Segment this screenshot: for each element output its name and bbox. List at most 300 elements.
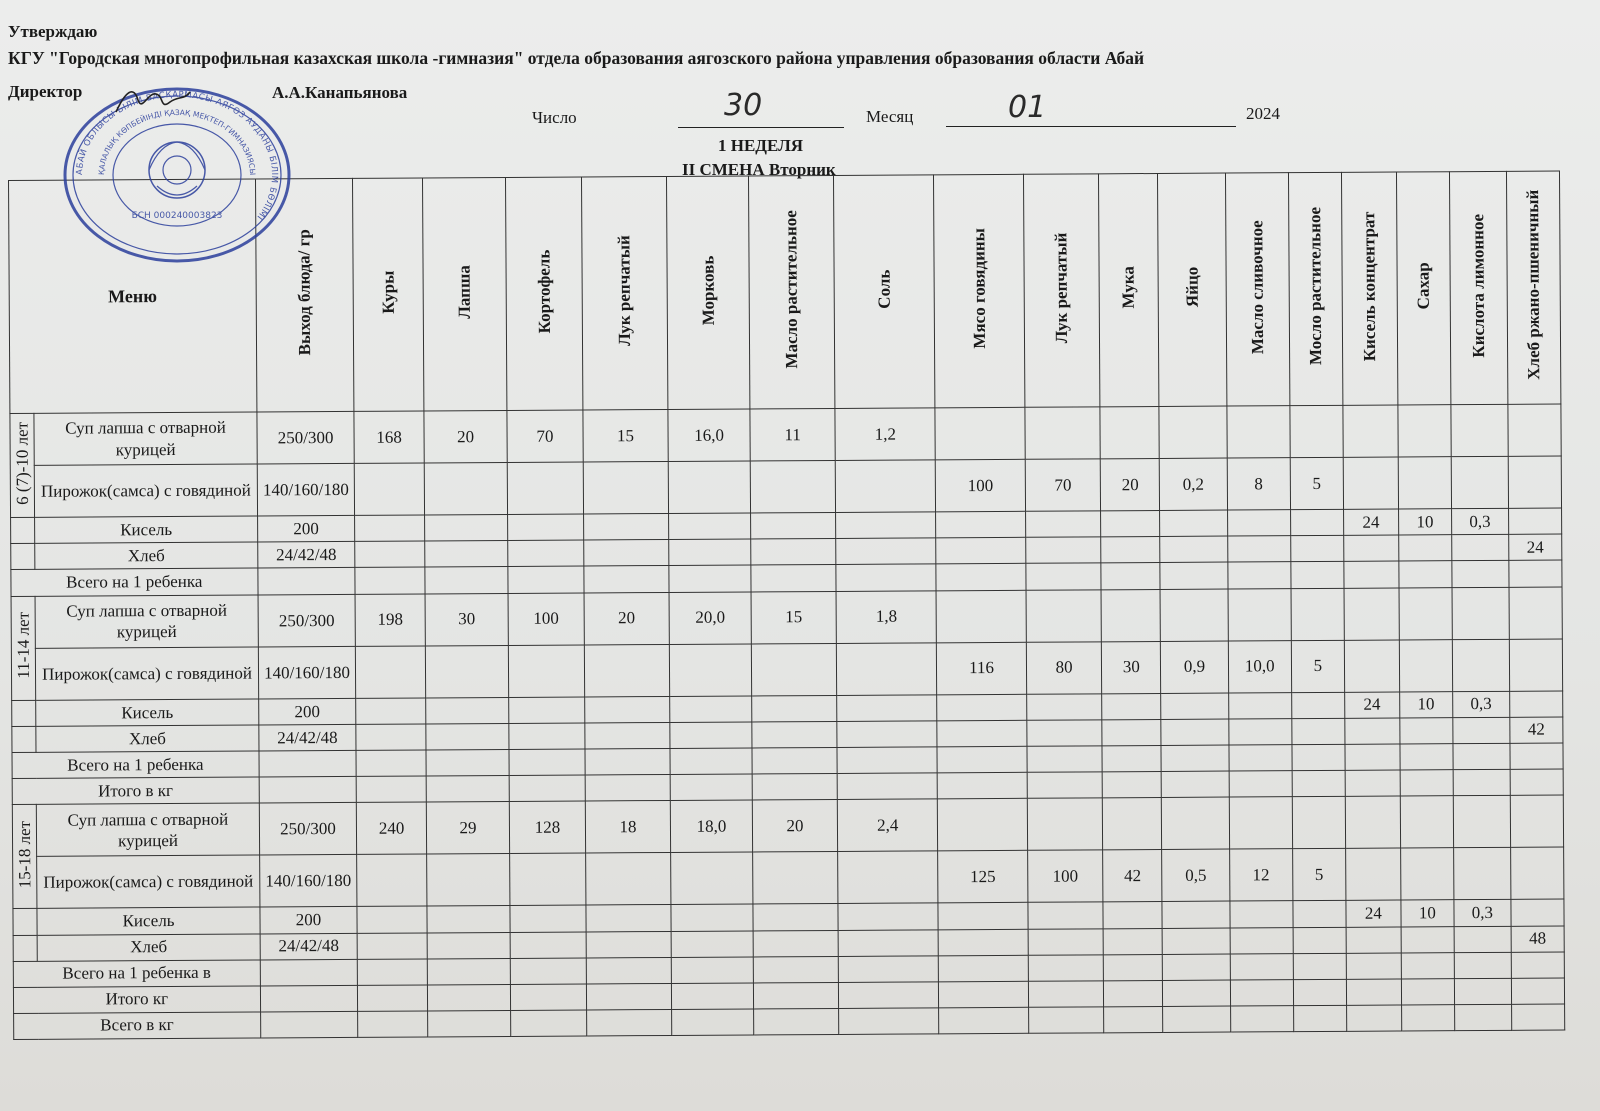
table-cell [751,565,837,592]
quantity-cell: 5 [1290,458,1343,510]
column-vegetable-oil-2: Мосло растительное [1288,172,1342,405]
quantity-cell: 42 [1510,717,1563,743]
table-cell [838,773,938,800]
table-cell [1026,563,1102,590]
table-cell [1229,771,1292,797]
quantity-cell: 0,5 [1162,849,1230,902]
menu-table [8,171,1565,1040]
quantity-cell: 10 [1398,509,1451,535]
quantity-cell [1228,588,1291,641]
quantity-cell [1290,510,1343,536]
totals-label: Всего в кг [14,1012,261,1040]
quantity-cell [1401,926,1454,952]
table-cell [670,774,752,801]
quantity-cell: 100 [508,593,584,646]
table-cell [1293,1005,1346,1032]
quantity-cell: 20 [584,592,670,645]
quantity-cell [509,723,585,750]
table-cell [839,1008,939,1035]
table-cell [939,981,1029,1008]
table-row [10,456,1561,518]
quantity-cell: 2,4 [838,799,938,852]
quantity-cell [1293,901,1346,927]
quantity-cell: 30 [1102,641,1161,694]
director-name: А.А.Канапьянова [272,83,408,102]
quantity-cell [1343,535,1398,561]
table-cell [1027,746,1103,773]
quantity-cell [752,852,838,905]
svg-text:ҚАЛАЛЫҚ КӨПБЕЙІНДІ ҚАЗАҚ МЕКТЕ: ҚАЛАЛЫҚ КӨПБЕЙІНДІ ҚАЗАҚ МЕКТЕП-ГИМНАЗИЯСЫ [96,107,258,176]
dish-name: Пирожок(самса) с говядиной [37,855,259,909]
quantity-cell [1510,847,1563,899]
quantity-cell [1399,639,1452,691]
quantity-cell [507,462,583,515]
quantity-cell: 116 [937,642,1027,695]
dish-name: Суп лапша с отварной курицей [37,803,259,857]
quantity-cell [1028,928,1104,955]
dish-output: 24/42/48 [260,933,358,960]
table-cell [752,774,838,801]
year-value: 2024 [1246,104,1280,123]
quantity-cell [586,931,672,958]
dish-output: 140/160/180 [259,855,357,908]
table-cell [355,567,424,594]
quantity-cell [670,722,752,749]
dish-name: Кисель [36,699,258,726]
quantity-cell: 125 [938,851,1028,904]
table-cell [260,959,358,986]
table-cell [939,1007,1029,1034]
quantity-cell [1103,928,1162,954]
quantity-cell [585,853,671,906]
column-butter: Масло сливочное [1225,173,1290,406]
quantity-cell [1399,587,1452,639]
table-cell [1453,769,1510,795]
table-cell [357,776,426,803]
quantity-cell [1027,720,1103,747]
totals-label: Всего на 1 ребенка [12,751,259,779]
dish-output: 200 [257,516,355,543]
table-cell [358,1011,427,1038]
quantity-cell [356,724,425,751]
quantity-cell [355,463,425,516]
column-onion: Лук репчатый [581,176,668,410]
quantity-cell [671,852,753,905]
table-cell [1163,1006,1230,1033]
table-cell [1230,1005,1293,1032]
quantity-cell [1028,902,1104,929]
table-cell [669,565,751,592]
quantity-cell [936,512,1026,539]
table-cell [509,749,585,776]
quantity-cell [510,853,586,906]
totals-label: Итого кг [13,986,260,1014]
table-cell [427,1010,511,1037]
table-cell [1399,561,1452,587]
table-cell [257,568,355,595]
quantity-cell [1025,511,1101,538]
signature [112,82,192,122]
table-cell [839,982,939,1009]
quantity-cell [356,646,426,699]
quantity-cell: 30 [425,593,509,646]
quantity-cell [1101,511,1160,537]
quantity-cell [1227,536,1290,562]
table-cell [1161,745,1228,771]
month-value: 01 [1008,90,1047,125]
quantity-cell [583,540,669,567]
table-cell [753,982,839,1009]
quantity-cell [508,540,584,567]
table-cell [11,518,36,544]
table-cell [1509,560,1562,586]
quantity-cell [427,932,511,959]
table-cell [1400,770,1453,796]
quantity-cell [355,515,424,542]
quantity-cell: 15 [583,409,669,462]
quantity-cell [1160,536,1227,562]
table-cell [425,567,509,594]
quantity-cell [669,539,751,566]
quantity-cell: 0,3 [1454,900,1511,926]
week-title: 1 НЕДЕЛЯ [718,136,804,155]
table-cell [1104,954,1163,980]
quantity-cell [1345,718,1400,744]
column-potato: Кортофель [506,177,583,410]
quantity-cell: 100 [935,459,1025,512]
approve-label: Утверждаю [8,22,98,41]
quantity-cell [1508,508,1561,534]
quantity-cell [1230,927,1293,953]
column-vegetable-oil: Масло растительное [748,175,835,409]
table-cell [1292,770,1345,796]
table-cell [1511,1004,1564,1031]
table-cell [1104,1006,1163,1033]
table-cell [1401,978,1454,1004]
totals-label: Всего на 1 ребенка в [13,960,260,988]
quantity-cell [1027,798,1103,851]
table-cell [1454,978,1511,1004]
quantity-cell [1510,691,1563,717]
dish-output: 24/42/48 [258,724,356,751]
quantity-cell [1508,404,1561,456]
quantity-cell [1162,928,1229,954]
quantity-cell [1026,589,1102,642]
column-menu: Меню [9,179,257,414]
table-cell [358,985,427,1012]
quantity-cell [509,697,585,724]
quantity-cell [1509,587,1562,639]
quantity-cell [425,697,509,724]
table-cell [260,1011,358,1038]
quantity-cell: 24 [1343,509,1398,535]
quantity-cell [1229,797,1292,850]
table-cell [753,956,839,983]
svg-text:АБАЙ ОБЛЫСЫ БІЛІМ БАСҚАРМАСЫ А: АБАЙ ОБЛЫСЫ БІЛІМ БАСҚАРМАСЫ АЯГӨЗ АУДАНЫ БІЛІМ БӨЛІМІ [74,89,280,222]
quantity-cell [1291,692,1344,718]
dish-output: 250/300 [257,411,355,464]
quantity-cell [1292,797,1345,849]
table-cell [1510,769,1563,795]
table-cell [1160,563,1227,589]
quantity-cell [1343,405,1398,457]
quantity-cell [1398,457,1451,509]
quantity-cell [1103,798,1162,851]
dish-output: 250/300 [258,594,356,647]
quantity-cell [1228,719,1291,745]
table-row [12,795,1563,857]
dish-name: Пирожок(самса) с говядиной [36,647,258,701]
table-cell [511,1010,587,1037]
dish-output: 140/160/180 [257,464,355,517]
table-cell [1163,954,1230,980]
table-cell [937,746,1027,773]
table-cell [1230,953,1293,979]
quantity-cell: 168 [354,411,424,464]
table-cell [672,1009,754,1036]
table-cell [1344,561,1399,587]
day-label: Число [532,108,577,127]
table-cell [672,957,754,984]
table-cell [1162,771,1229,797]
dish-name: Кисель [37,907,259,934]
quantity-cell [838,851,938,904]
quantity-cell [668,461,750,514]
shift-title: II СМЕНА Вторник [682,160,836,179]
quantity-cell: 0,9 [1161,641,1229,694]
table-cell [426,749,510,776]
table-cell [1228,562,1291,588]
table-cell [1511,978,1564,1004]
column-salt: Соль [834,175,935,409]
dish-name: Суп лапша с отварной курицей [34,412,256,466]
quantity-cell: 70 [1025,459,1101,512]
quantity-cell [671,931,753,958]
quantity-cell: 20 [752,800,838,853]
quantity-cell [752,721,838,748]
table-cell [837,747,937,774]
quantity-cell [1343,457,1398,509]
quantity-cell: 18 [585,801,671,854]
quantity-cell [750,539,836,566]
quantity-cell: 24 [1344,692,1399,718]
month-underline [946,126,1236,127]
quantity-cell [1227,510,1290,536]
quantity-cell: 20 [1101,459,1160,512]
dish-name: Кисель [35,516,257,543]
quantity-cell [935,407,1025,460]
quantity-cell [426,854,510,907]
quantity-cell [1344,588,1399,640]
table-cell [11,544,36,570]
quantity-cell: 0,3 [1452,691,1509,717]
table-cell [511,958,587,985]
column-carrot: Морковь [667,176,750,409]
table-row [13,847,1564,909]
quantity-cell [1026,537,1102,564]
quantity-cell [1100,406,1159,459]
table-cell [936,564,1026,591]
table-cell [1453,743,1510,769]
quantity-cell [355,541,424,568]
organization-name: КГУ "Городская многопрофильная казахская школа -гимназия" отдела образования аягозского района управления образования области Абай [8,48,1145,68]
quantity-cell [584,722,670,749]
quantity-cell: 20,0 [669,592,751,645]
table-cell [1400,744,1453,770]
quantity-cell [1400,796,1453,848]
quantity-cell [1102,719,1161,745]
age-group-label: 6 (7)-10 лет [10,413,35,517]
quantity-cell [1101,589,1160,642]
table-cell [1346,979,1401,1005]
table-cell [672,983,754,1010]
totals-label: Итого в кг [12,777,259,805]
quantity-cell: 42 [1103,850,1162,903]
table-cell [1452,561,1509,587]
table-cell [753,1008,839,1035]
quantity-cell [750,461,836,514]
quantity-cell [424,541,508,568]
quantity-cell [750,513,836,540]
quantity-cell [1344,640,1399,692]
age-group-label: 15-18 лет [12,805,37,909]
table-cell [1102,772,1161,798]
quantity-cell [1452,587,1509,640]
column-rye-bread: Хлеб ржано-пшеничный [1506,171,1561,404]
quantity-cell [1453,717,1510,743]
quantity-cell [1293,927,1346,953]
table-cell [1028,1007,1104,1034]
table-cell [836,564,936,591]
quantity-cell [583,462,669,515]
column-sugar: Сахар [1396,172,1450,405]
quantity-cell [1345,796,1400,848]
table-cell [1104,980,1163,1006]
table-cell [585,775,671,802]
table-cell [358,959,427,986]
table-cell [1101,563,1160,589]
quantity-cell [586,905,672,932]
quantity-cell [938,903,1028,930]
quantity-cell: 29 [426,802,510,855]
quantity-cell [1290,405,1343,457]
quantity-cell: 48 [1511,926,1564,952]
quantity-cell [1509,639,1562,691]
quantity-cell [751,643,837,696]
table-cell [1027,772,1103,799]
table-cell [1454,952,1511,978]
quantity-cell [670,644,752,697]
quantity-cell [836,460,936,513]
dish-output: 200 [258,698,356,725]
quantity-cell [1162,797,1230,850]
table-cell [1028,954,1104,981]
column-beef: Мясо говядины [934,174,1025,408]
quantity-cell [751,695,837,722]
quantity-cell: 5 [1291,640,1344,692]
dish-name: Хлеб [35,542,257,569]
table-cell [259,776,357,803]
table-cell [752,747,838,774]
quantity-cell [1398,405,1451,457]
quantity-cell: 198 [355,594,425,647]
quantity-cell [669,513,751,540]
quantity-cell: 18,0 [671,800,753,853]
quantity-cell [358,933,427,960]
quantity-cell: 0,3 [1451,509,1508,535]
table-cell [1293,953,1346,979]
quantity-cell [937,720,1027,747]
quantity-cell [1161,693,1228,719]
quantity-cell [838,903,938,930]
quantity-cell [1453,848,1510,901]
quantity-cell: 5 [1292,849,1345,901]
quantity-cell [837,721,937,748]
table-cell [356,750,425,777]
quantity-cell [357,854,427,907]
table-cell [427,984,511,1011]
quantity-cell [1451,456,1508,509]
dish-name: Хлеб [36,725,258,752]
table-cell [1401,1004,1454,1031]
quantity-cell: 10,0 [1228,640,1291,693]
table-cell [511,984,587,1011]
table-row [11,639,1562,701]
quantity-cell: 1,8 [836,590,936,643]
quantity-cell [1159,406,1227,459]
quantity-cell [509,645,585,698]
table-cell [12,700,37,726]
column-output: Выход блюда/ гр [255,178,354,412]
quantity-cell [1230,901,1293,927]
table-cell [1102,745,1161,771]
quantity-cell [1292,718,1345,744]
dish-output: 200 [260,907,358,934]
table-cell [259,750,357,777]
table-cell [426,776,510,803]
quantity-cell [936,538,1026,565]
quantity-cell: 8 [1227,458,1290,511]
quantity-cell [1399,535,1452,561]
table-cell [839,955,939,982]
table-cell [584,566,670,593]
table-row [11,587,1562,649]
quantity-cell [584,696,670,723]
quantity-cell [424,515,508,542]
dish-name: Хлеб [38,934,260,961]
quantity-cell [357,906,426,933]
quantity-cell [427,906,511,933]
table-cell [670,748,752,775]
day-value: 30 [724,88,763,123]
column-noodles: Лапша [422,177,507,411]
quantity-cell [1452,639,1509,692]
table-cell [1229,745,1292,771]
quantity-cell: 11 [750,408,836,461]
table-cell [1346,953,1401,979]
totals-label: Всего на 1 ребенка [11,568,258,596]
table-cell [1511,952,1564,978]
age-group-label: 11-14 лет [11,596,36,700]
quantity-cell [1508,456,1561,508]
quantity-cell: 15 [751,591,837,644]
table-cell [1345,744,1400,770]
quantity-cell [1454,926,1511,952]
column-chicken: Куры [353,178,424,411]
column-kissel-concentrate: Кисель концентрат [1341,172,1397,405]
quantity-cell [1291,536,1344,562]
table-cell [937,772,1027,799]
